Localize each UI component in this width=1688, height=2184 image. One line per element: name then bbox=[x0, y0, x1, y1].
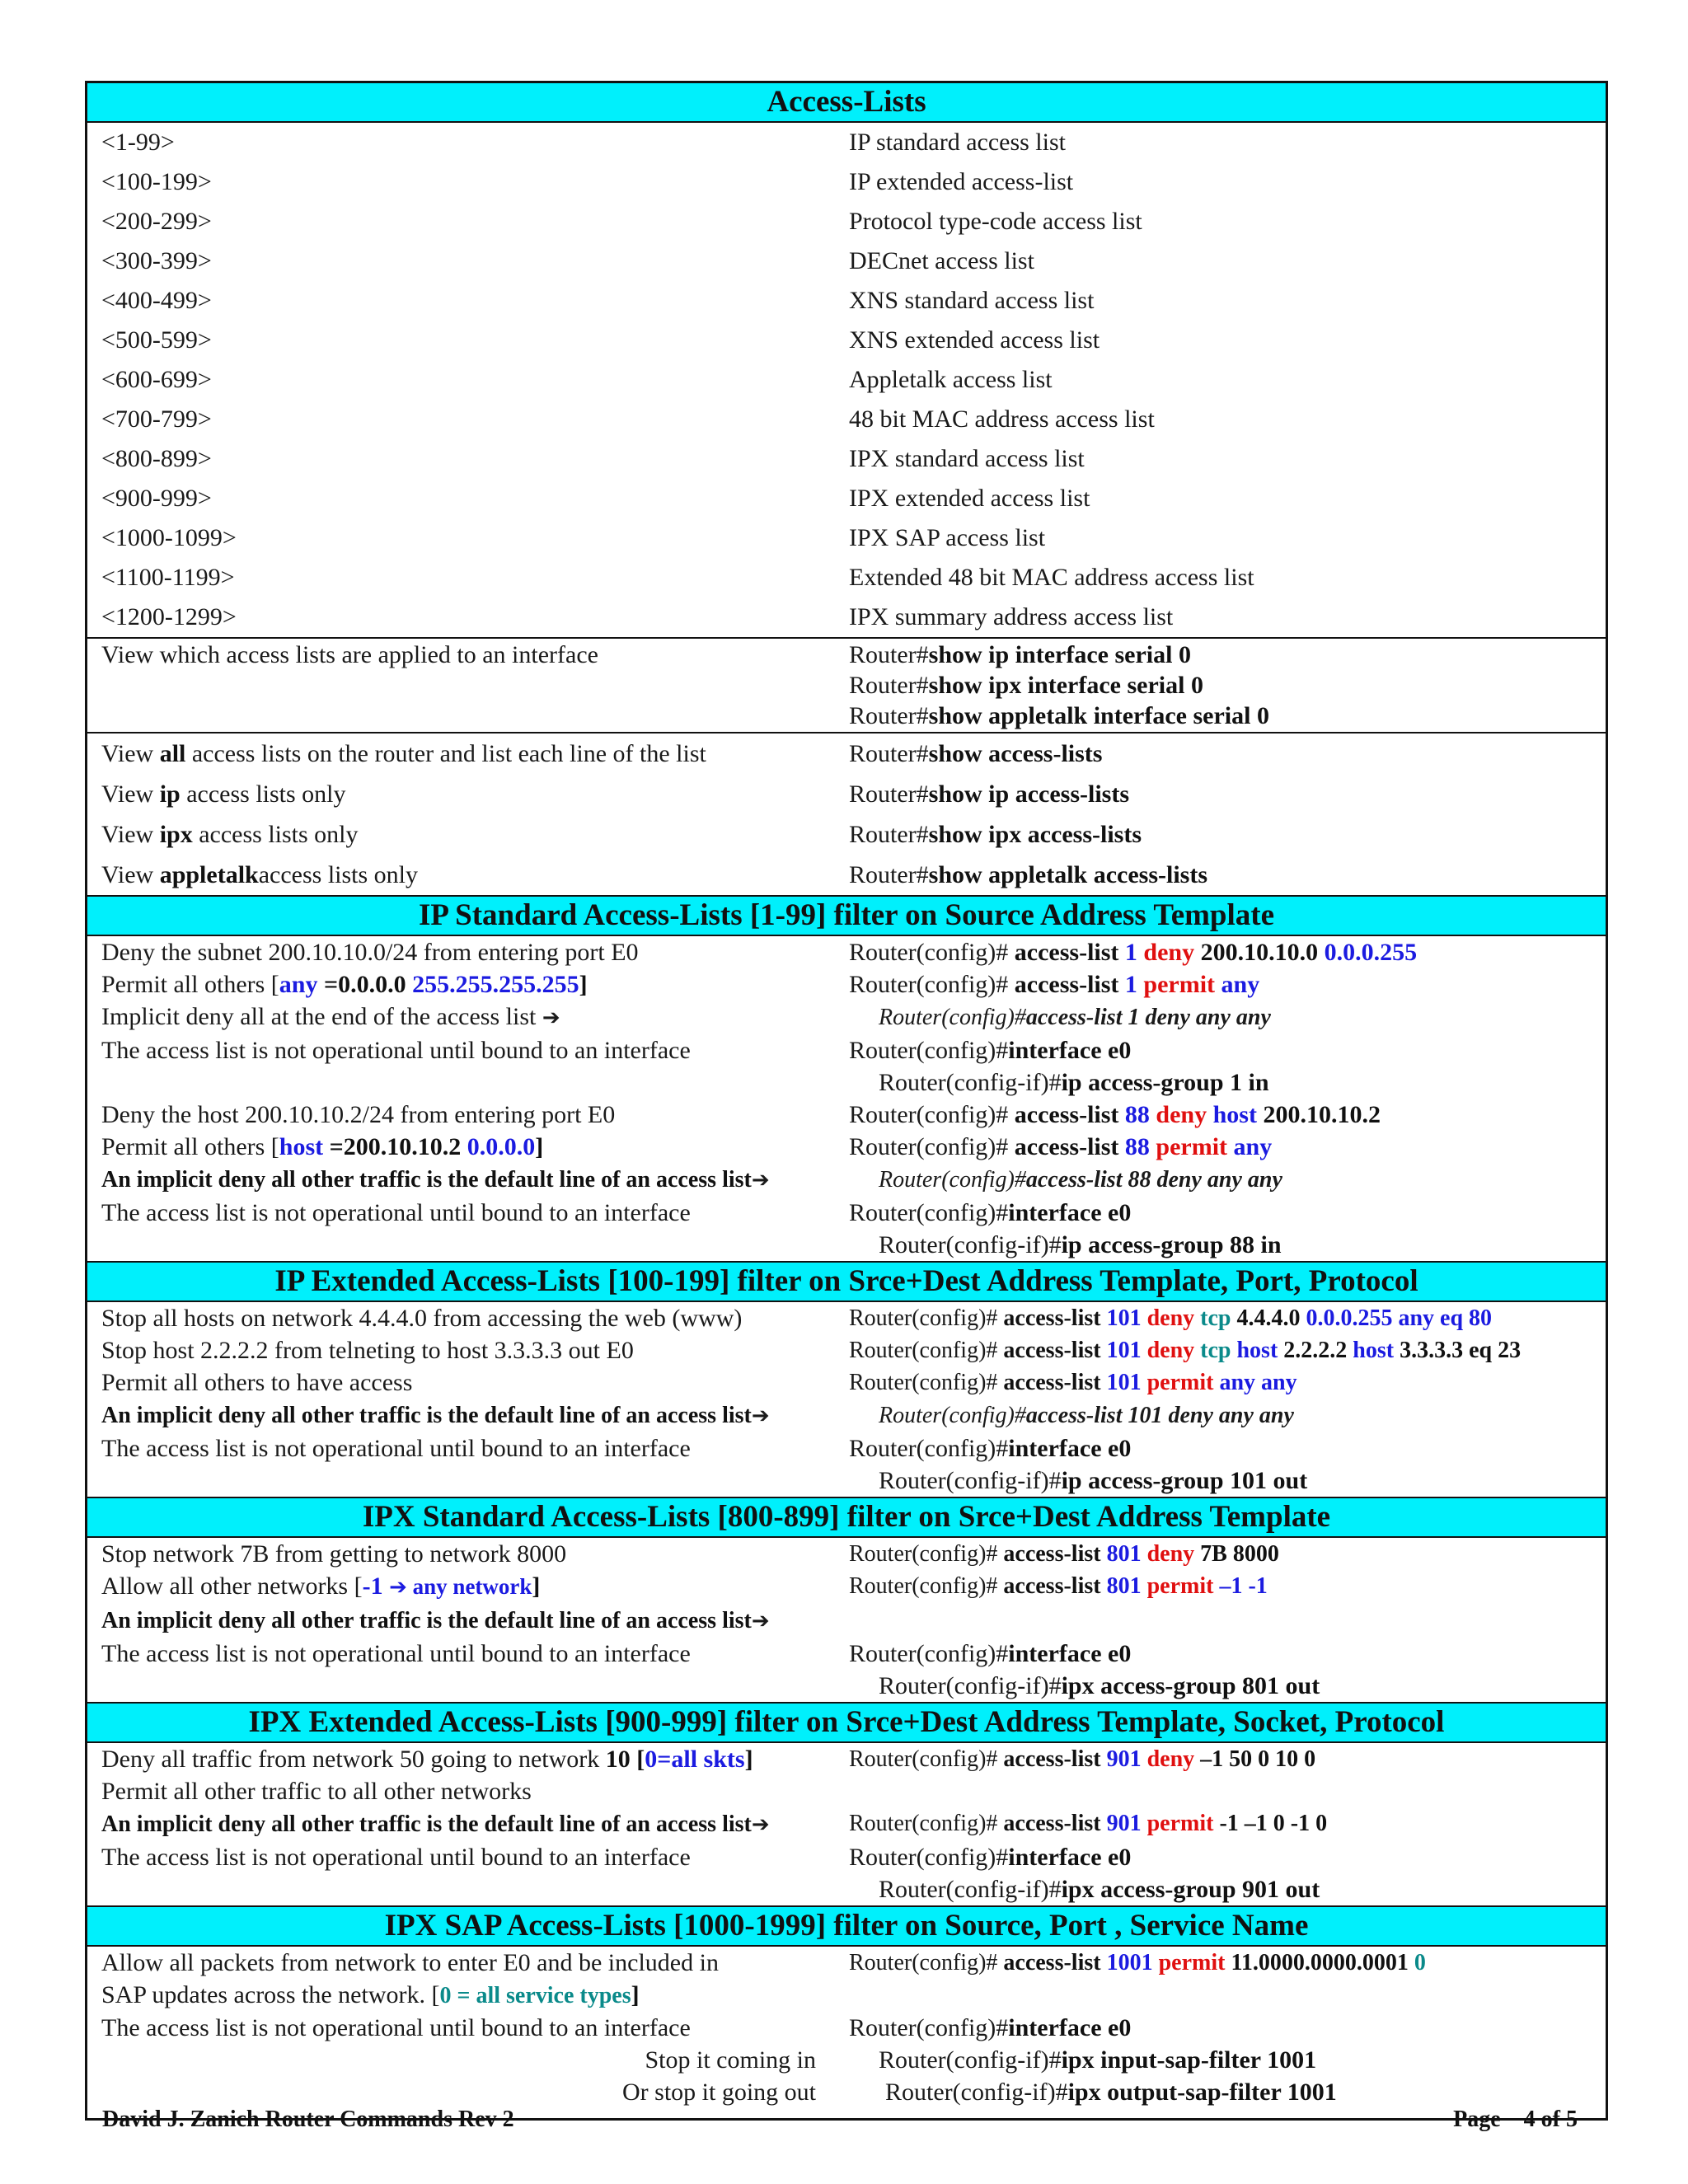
ipx-std-cmd: Router(config)#interface e0 bbox=[849, 1640, 1132, 1667]
ip-std-cmd: Router(config)#access-list 88 deny any any bbox=[879, 1167, 1282, 1193]
right-arrow-icon: ➔ bbox=[751, 1168, 770, 1193]
footer-author: David J. Zanich Router Commands Rev 2 bbox=[102, 2107, 514, 2132]
ip-std-cmd: Router(config)# access-list 88 deny host 200.10.10.2 bbox=[849, 1101, 1381, 1128]
ip-std-cmd: Router(config)# access-list 88 permit any bbox=[849, 1133, 1273, 1160]
right-arrow-icon: ➔ bbox=[751, 1404, 770, 1428]
range-row bbox=[87, 479, 1606, 518]
range-number: <200-299> bbox=[101, 208, 212, 235]
command: show appletalk interface serial 0 bbox=[928, 702, 1269, 729]
range-row bbox=[87, 558, 1606, 598]
ip-std-row-8 bbox=[87, 1163, 1606, 1197]
ipx-std-desc: An implicit deny all other traffic is the default line of an access list➔ bbox=[101, 1608, 770, 1633]
ipx-ext-cmd: Router(config-if)#ipx access-group 901 out bbox=[879, 1876, 1320, 1903]
range-row bbox=[87, 439, 1606, 479]
ipx-ext-desc: Deny all traffic from network 50 going to network 10 [0=all skts] bbox=[101, 1746, 753, 1773]
ip-std-row-6 bbox=[87, 1099, 1606, 1131]
ipx-std-cmd: Router(config-if)#ipx access-group 801 out bbox=[879, 1672, 1320, 1699]
view-applied-row bbox=[87, 637, 1606, 732]
footer-page-number: Page 4 of 5 bbox=[1453, 2107, 1578, 2132]
ip-std-desc: Permit all others [any =0.0.0.0 255.255.255.255] bbox=[101, 971, 588, 998]
ipx-ext-row-1 bbox=[87, 1743, 1606, 1775]
range-description: DECnet access list bbox=[849, 247, 1034, 274]
prompt: Router# bbox=[849, 702, 929, 729]
ipx-ext-cmd: Router(config)# access-list 901 permit -1 –1 0 -1 0 bbox=[849, 1811, 1328, 1836]
ip-std-row-7 bbox=[87, 1131, 1606, 1163]
ipx-std-desc: The access list is not operational until bound to an interface bbox=[101, 1640, 691, 1667]
ip-std-cmd: Router(config)#interface e0 bbox=[849, 1037, 1132, 1064]
ip-ext-row-3 bbox=[87, 1366, 1606, 1399]
ipx-sap-cmd: Router(config-if)#ipx output-sap-filter 1001 bbox=[885, 2079, 1337, 2106]
ipx-ext-cmd: Router(config)# access-list 901 deny –1 50 0 10 0 bbox=[849, 1746, 1316, 1772]
ip-std-desc: An implicit deny all other traffic is the default line of an access list➔ bbox=[101, 1167, 770, 1193]
ip-ext-row-2 bbox=[87, 1334, 1606, 1366]
ip-ext-desc: An implicit deny all other traffic is the default line of an access list➔ bbox=[101, 1403, 770, 1428]
range-number: <1200-1299> bbox=[101, 603, 237, 630]
range-description: XNS extended access list bbox=[849, 326, 1100, 354]
view-ip-command: Router#show ip access-lists bbox=[849, 780, 1129, 808]
ip-ext-cmd: Router(config-if)#ip access-group 101 out bbox=[879, 1467, 1308, 1494]
ipx-sap-row-3 bbox=[87, 2012, 1606, 2044]
ip-std-row-4 bbox=[87, 1034, 1606, 1066]
ipx-sap-row-2 bbox=[87, 1979, 1606, 2012]
range-number: <600-699> bbox=[101, 366, 212, 393]
ipx-std-row-5 bbox=[87, 1670, 1606, 1702]
section-header-ip-extended: IP Extended Access-Lists [100-199] filter on Srce+Dest Address Template, Port, Protocol bbox=[87, 1261, 1606, 1302]
range-number: <1-99> bbox=[101, 129, 175, 156]
page-footer bbox=[102, 2105, 1578, 2135]
ip-ext-desc: Stop host 2.2.2.2 from telneting to host 3.3.3.3 out E0 bbox=[101, 1337, 634, 1364]
view-appletalk-row bbox=[87, 855, 1606, 895]
ipx-sap-desc: Allow all packets from network to enter E0 and be included in bbox=[101, 1949, 719, 1976]
range-description: IP extended access-list bbox=[849, 168, 1074, 195]
range-row bbox=[87, 241, 1606, 281]
range-description: Protocol type-code access list bbox=[849, 208, 1142, 235]
ipx-std-desc: Allow all other networks [-1 ➔ any network] bbox=[101, 1572, 541, 1600]
ipx-sap-row-4 bbox=[87, 2044, 1606, 2076]
ipx-ext-cmd: Router(config)#interface e0 bbox=[849, 1844, 1132, 1871]
section-header-ipx-sap: IPX SAP Access-Lists [1000-1999] filter on Source, Port , Service Name bbox=[87, 1905, 1606, 1947]
ip-std-cmd: Router(config-if)#ip access-group 1 in bbox=[879, 1069, 1269, 1096]
ip-ext-cmd: Router(config)# access-list 101 deny tcp host 2.2.2.2 host 3.3.3.3 eq 23 bbox=[849, 1338, 1522, 1363]
section-header-ipx-standard: IPX Standard Access-Lists [800-899] filter on Srce+Dest Address Template bbox=[87, 1497, 1606, 1538]
range-description: Extended 48 bit MAC address access list bbox=[849, 564, 1254, 591]
prompt: Router# bbox=[849, 641, 929, 668]
view-all-row bbox=[87, 732, 1606, 774]
ip-std-desc: Deny the host 200.10.10.2/24 from entering port E0 bbox=[101, 1101, 616, 1128]
ipx-std-desc: Stop network 7B from getting to network 8000 bbox=[101, 1540, 567, 1568]
range-number: <800-899> bbox=[101, 445, 212, 472]
range-row bbox=[87, 162, 1606, 202]
range-description: IPX summary address access list bbox=[849, 603, 1174, 630]
ip-std-desc: Implicit deny all at the end of the access list ➔ bbox=[101, 1003, 560, 1030]
ip-ext-row-1 bbox=[87, 1302, 1606, 1334]
ip-std-row-9 bbox=[87, 1197, 1606, 1229]
ipx-std-row-1 bbox=[87, 1538, 1606, 1570]
range-description: XNS standard access list bbox=[849, 287, 1095, 314]
range-row bbox=[87, 518, 1606, 558]
ipx-ext-row-3 bbox=[87, 1807, 1606, 1841]
ipx-sap-desc: SAP updates across the network. [0 = all service types] bbox=[101, 1981, 640, 2008]
range-row bbox=[87, 360, 1606, 400]
ip-ext-row-5 bbox=[87, 1432, 1606, 1465]
command: show ipx interface serial 0 bbox=[928, 672, 1203, 699]
ip-std-desc: The access list is not operational until bound to an interface bbox=[101, 1199, 691, 1226]
ip-ext-row-4 bbox=[87, 1399, 1606, 1432]
ipx-sap-desc: Stop it coming in bbox=[645, 2046, 816, 2074]
ip-std-row-1 bbox=[87, 936, 1606, 968]
ip-std-desc: The access list is not operational until bound to an interface bbox=[101, 1037, 691, 1064]
range-row bbox=[87, 281, 1606, 321]
view-applied-commands bbox=[846, 639, 1606, 732]
range-description: IP standard access list bbox=[849, 129, 1066, 156]
ipx-sap-row-1 bbox=[87, 1947, 1606, 1979]
view-appletalk-label: View appletalkaccess lists only bbox=[101, 861, 419, 888]
ipx-std-row-4 bbox=[87, 1638, 1606, 1670]
range-description: IPX SAP access list bbox=[849, 524, 1046, 551]
section-header-ipx-extended: IPX Extended Access-Lists [900-999] filter on Srce+Dest Address Template, Socket, Protocol bbox=[87, 1702, 1606, 1743]
ip-ext-desc: Stop all hosts on network 4.4.4.0 from accessing the web (www) bbox=[101, 1305, 743, 1332]
ip-std-row-3 bbox=[87, 1001, 1606, 1034]
section-header-ip-standard: IP Standard Access-Lists [1-99] filter on Source Address Template bbox=[87, 895, 1606, 936]
view-ipx-label: View ipx access lists only bbox=[101, 821, 359, 848]
view-ip-label: View ip access lists only bbox=[101, 780, 346, 808]
ip-std-cmd: Router(config)# access-list 1 permit any bbox=[849, 971, 1260, 998]
ip-std-cmd: Router(config-if)#ip access-group 88 in bbox=[879, 1231, 1282, 1258]
reference-sheet bbox=[85, 81, 1608, 2121]
ip-ext-cmd: Router(config)#access-list 101 deny any any bbox=[879, 1403, 1294, 1428]
ip-std-desc: Permit all others [host =200.10.10.2 0.0.0.0] bbox=[101, 1133, 544, 1160]
access-list-range-table bbox=[87, 123, 1606, 637]
ipx-sap-cmd: Router(config)#interface e0 bbox=[849, 2014, 1132, 2041]
range-row bbox=[87, 598, 1606, 637]
ipx-std-cmd: Router(config)# access-list 801 permit –1 -1 bbox=[849, 1573, 1268, 1599]
ip-ext-cmd: Router(config)# access-list 101 deny tcp 4.4.4.0 0.0.0.255 any eq 80 bbox=[849, 1305, 1493, 1331]
ip-ext-row-6 bbox=[87, 1465, 1606, 1497]
view-ip-row bbox=[87, 774, 1606, 814]
range-number: <100-199> bbox=[101, 168, 212, 195]
range-row bbox=[87, 400, 1606, 439]
ipx-ext-desc: An implicit deny all other traffic is the default line of an access list➔ bbox=[101, 1811, 770, 1837]
ip-std-row-10 bbox=[87, 1229, 1606, 1261]
ip-ext-desc: Permit all others to have access bbox=[101, 1369, 413, 1396]
view-appletalk-command: Router#show appletalk access-lists bbox=[849, 861, 1208, 888]
view-ipx-command: Router#show ipx access-lists bbox=[849, 821, 1142, 848]
right-arrow-icon: ➔ bbox=[542, 1005, 560, 1030]
ipx-ext-desc: Permit all other traffic to all other networks bbox=[101, 1778, 532, 1805]
ipx-ext-row-4 bbox=[87, 1841, 1606, 1873]
range-row bbox=[87, 202, 1606, 241]
ipx-sap-row-5 bbox=[87, 2076, 1606, 2108]
range-number: <300-399> bbox=[101, 247, 212, 274]
ip-ext-cmd: Router(config)#interface e0 bbox=[849, 1435, 1132, 1462]
ip-std-desc: Deny the subnet 200.10.10.0/24 from entering port E0 bbox=[101, 939, 639, 966]
command: show ip interface serial 0 bbox=[928, 641, 1191, 668]
range-description: 48 bit MAC address access list bbox=[849, 405, 1155, 433]
range-number: <1000-1099> bbox=[101, 524, 237, 551]
ipx-sap-cmd: Router(config-if)#ipx input-sap-filter 1001 bbox=[879, 2046, 1317, 2074]
range-row bbox=[87, 123, 1606, 162]
ipx-sap-desc: The access list is not operational until bound to an interface bbox=[101, 2014, 691, 2041]
ipx-sap-cmd: Router(config)# access-list 1001 permit 11.0000.0000.0001 0 bbox=[849, 1950, 1426, 1975]
ipx-ext-desc: The access list is not operational until bound to an interface bbox=[101, 1844, 691, 1871]
ip-std-cmd: Router(config)#access-list 1 deny any any bbox=[879, 1005, 1271, 1030]
ip-ext-cmd: Router(config)# access-list 101 permit any any bbox=[849, 1370, 1297, 1395]
ipx-ext-row-5 bbox=[87, 1873, 1606, 1905]
section-header-access-lists: Access-Lists bbox=[87, 83, 1606, 123]
ip-std-row-2 bbox=[87, 968, 1606, 1001]
right-arrow-icon: ➔ bbox=[751, 1812, 770, 1837]
range-number: <500-599> bbox=[101, 326, 212, 354]
prompt: Router# bbox=[849, 672, 929, 699]
ip-ext-desc: The access list is not operational until bound to an interface bbox=[101, 1435, 691, 1462]
ipx-ext-row-2 bbox=[87, 1775, 1606, 1807]
range-number: <700-799> bbox=[101, 405, 212, 433]
range-number: <1100-1199> bbox=[101, 564, 235, 591]
view-all-command: Router#show access-lists bbox=[849, 740, 1103, 767]
ipx-sap-desc: Or stop it going out bbox=[621, 2079, 816, 2106]
right-arrow-icon: ➔ bbox=[751, 1609, 770, 1633]
ipx-std-row-3 bbox=[87, 1604, 1606, 1638]
ipx-std-row-2 bbox=[87, 1570, 1606, 1604]
view-applied-label: View which access lists are applied to an interface bbox=[101, 641, 598, 668]
range-description: Appletalk access list bbox=[849, 366, 1053, 393]
view-all-label: View all access lists on the router and list each line of the list bbox=[101, 740, 706, 767]
range-description: IPX extended access list bbox=[849, 485, 1090, 512]
range-description: IPX standard access list bbox=[849, 445, 1085, 472]
ipx-std-cmd: Router(config)# access-list 801 deny 7B 8000 bbox=[849, 1541, 1279, 1567]
range-number: <400-499> bbox=[101, 287, 212, 314]
right-arrow-icon: ➔ bbox=[389, 1575, 407, 1600]
ip-std-row-5 bbox=[87, 1066, 1606, 1099]
ip-std-cmd: Router(config)# access-list 1 deny 200.10.10.0 0.0.0.255 bbox=[849, 939, 1418, 966]
range-number: <900-999> bbox=[101, 485, 212, 512]
range-row bbox=[87, 321, 1606, 360]
ip-std-cmd: Router(config)#interface e0 bbox=[849, 1199, 1132, 1226]
view-ipx-row bbox=[87, 814, 1606, 855]
